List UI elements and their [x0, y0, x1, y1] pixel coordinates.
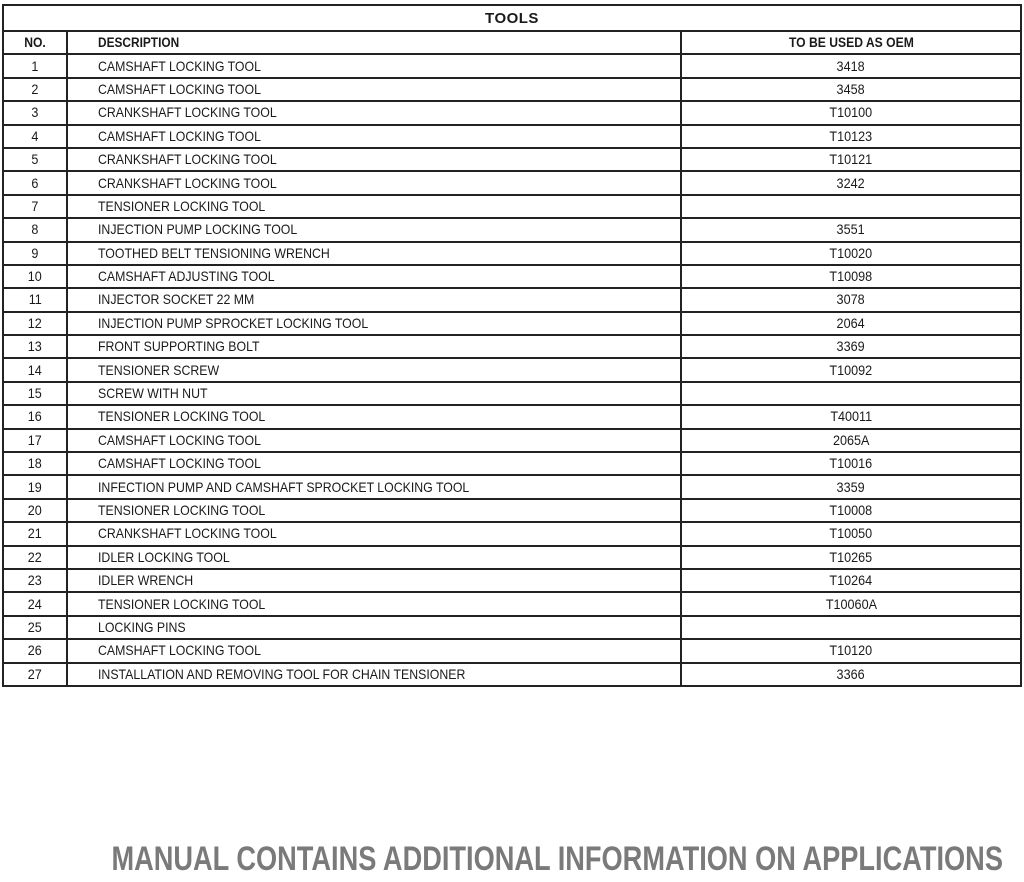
- row-number-cell: [3, 54, 67, 77]
- row-description: CAMSHAFT LOCKING TOOL: [98, 57, 261, 74]
- table-row: [3, 78, 1021, 101]
- row-number-cell: [3, 312, 67, 335]
- row-oem-number: T10016: [829, 455, 873, 472]
- row-description-cell: [67, 125, 681, 148]
- table-row: [3, 382, 1021, 405]
- row-description: INSTALLATION AND REMOVING TOOL FOR CHAIN TENSIONER: [98, 665, 466, 682]
- row-number: 15: [27, 385, 43, 402]
- row-oem-cell: [681, 312, 1021, 335]
- row-description: IDLER WRENCH: [98, 572, 194, 589]
- row-description-cell: [67, 335, 681, 358]
- row-number: 7: [31, 197, 39, 214]
- table-row: [3, 218, 1021, 241]
- row-description: INJECTION PUMP SPROCKET LOCKING TOOL: [98, 314, 369, 331]
- row-oem-number: 3242: [836, 174, 866, 191]
- row-number-cell: [3, 616, 67, 639]
- table-row: [3, 125, 1021, 148]
- row-number-cell: [3, 125, 67, 148]
- row-number-cell: [3, 218, 67, 241]
- header-description: [67, 31, 681, 54]
- row-number: 9: [31, 244, 39, 261]
- row-description: TENSIONER LOCKING TOOL: [98, 408, 266, 425]
- row-oem-number: T10050: [829, 525, 873, 542]
- header-no: [3, 31, 67, 54]
- row-oem-number: T10120: [829, 642, 873, 659]
- row-number-cell: [3, 522, 67, 545]
- row-number: 4: [31, 127, 39, 144]
- table-row: [3, 429, 1021, 452]
- row-number-cell: [3, 335, 67, 358]
- row-description-cell: [67, 312, 681, 335]
- row-number-cell: [3, 429, 67, 452]
- row-number: 27: [27, 665, 43, 682]
- row-description-cell: [67, 54, 681, 77]
- row-number-cell: [3, 592, 67, 615]
- row-description-cell: [67, 218, 681, 241]
- row-oem-number: T10008: [829, 502, 873, 518]
- table-header-row: [3, 31, 1021, 54]
- row-oem-cell: [681, 429, 1021, 452]
- row-description: CAMSHAFT ADJUSTING TOOL: [98, 268, 275, 285]
- row-number-cell: [3, 78, 67, 101]
- row-oem-cell: [681, 592, 1021, 615]
- table-body: [3, 54, 1021, 686]
- row-description-cell: [67, 569, 681, 592]
- table-row: [3, 522, 1021, 545]
- table-row: [3, 452, 1021, 475]
- row-oem-number: 2064: [836, 314, 866, 331]
- row-number-cell: [3, 405, 67, 428]
- row-oem-number: 3078: [836, 291, 866, 308]
- row-oem-cell: [681, 125, 1021, 148]
- row-oem-number: T10121: [829, 151, 873, 168]
- row-number: 22: [27, 548, 43, 565]
- row-number-cell: [3, 569, 67, 592]
- row-description: CAMSHAFT LOCKING TOOL: [98, 127, 261, 144]
- row-number: 5: [31, 151, 39, 168]
- row-description-cell: [67, 265, 681, 288]
- row-description: IDLER LOCKING TOOL: [98, 548, 230, 565]
- row-number: 10: [27, 268, 43, 285]
- row-description: CRANKSHAFT LOCKING TOOL: [98, 525, 277, 542]
- table-title-row: [3, 5, 1021, 31]
- row-oem-cell: [681, 171, 1021, 194]
- row-description: INJECTION PUMP LOCKING TOOL: [98, 221, 298, 238]
- row-description: CAMSHAFT LOCKING TOOL: [98, 80, 261, 97]
- table-row: [3, 312, 1021, 335]
- row-description: CAMSHAFT LOCKING TOOL: [98, 431, 261, 448]
- row-oem-cell: [681, 546, 1021, 569]
- row-oem-number: 3369: [836, 338, 866, 355]
- row-description: CRANKSHAFT LOCKING TOOL: [98, 151, 277, 168]
- row-number-cell: [3, 475, 67, 498]
- row-oem-cell: [681, 639, 1021, 662]
- row-oem-cell: [681, 288, 1021, 311]
- table-row: [3, 335, 1021, 358]
- row-oem-cell: [681, 475, 1021, 498]
- row-oem-number: 3366: [836, 665, 866, 682]
- row-oem-cell: [681, 195, 1021, 218]
- row-description: INJECTOR SOCKET 22 MM: [98, 291, 255, 308]
- row-description: CAMSHAFT LOCKING TOOL: [98, 642, 261, 659]
- row-number-cell: [3, 148, 67, 171]
- row-description: INFECTION PUMP AND CAMSHAFT SPROCKET LOCKING TOOL: [98, 478, 470, 495]
- row-number: 19: [27, 478, 43, 495]
- table-row: [3, 546, 1021, 569]
- table-row: [3, 358, 1021, 381]
- row-number-cell: [3, 242, 67, 265]
- row-description-cell: [67, 663, 681, 686]
- row-number: 17: [27, 431, 43, 448]
- table-row: [3, 499, 1021, 522]
- row-number-cell: [3, 101, 67, 124]
- row-oem-cell: [681, 452, 1021, 475]
- row-number: 8: [31, 221, 39, 238]
- table-row: [3, 475, 1021, 498]
- row-number-cell: [3, 499, 67, 522]
- header-no-label: NO.: [24, 35, 46, 51]
- row-oem-cell: [681, 663, 1021, 686]
- row-number-cell: [3, 288, 67, 311]
- row-oem-cell: [681, 335, 1021, 358]
- row-description-cell: [67, 475, 681, 498]
- row-number-cell: [3, 171, 67, 194]
- footer-note-text: MANUAL CONTAINS ADDITIONAL INFORMATION ON APPLICATIONS: [111, 840, 1003, 878]
- table-row: [3, 101, 1021, 124]
- table-row: [3, 242, 1021, 265]
- row-description: CRANKSHAFT LOCKING TOOL: [98, 104, 277, 121]
- row-number: 3: [31, 104, 39, 121]
- row-description-cell: [67, 288, 681, 311]
- row-number-cell: [3, 639, 67, 662]
- row-description-cell: [67, 546, 681, 569]
- row-description: TENSIONER SCREW: [98, 361, 220, 378]
- row-description: SCREW WITH NUT: [98, 385, 208, 402]
- table-row: [3, 663, 1021, 686]
- header-oem-label: TO BE USED AS OEM: [788, 35, 914, 51]
- row-oem-cell: [681, 148, 1021, 171]
- row-number: 11: [28, 291, 42, 308]
- row-oem-number: T10264: [829, 572, 873, 589]
- header-oem: [681, 31, 1021, 54]
- row-description-cell: [67, 195, 681, 218]
- row-description-cell: [67, 592, 681, 615]
- row-description-cell: [67, 382, 681, 405]
- row-number: 24: [27, 595, 43, 612]
- row-description-cell: [67, 242, 681, 265]
- row-description: FRONT SUPPORTING BOLT: [98, 338, 260, 355]
- table-row: [3, 288, 1021, 311]
- row-description: TOOTHED BELT TENSIONING WRENCH: [98, 244, 330, 261]
- row-oem-cell: [681, 54, 1021, 77]
- row-oem-cell: [681, 382, 1021, 405]
- row-description-cell: [67, 171, 681, 194]
- row-number: 25: [27, 618, 43, 635]
- row-oem-number: T10020: [829, 244, 873, 261]
- row-number-cell: [3, 195, 67, 218]
- row-number: 14: [27, 361, 43, 378]
- row-oem-cell: [681, 218, 1021, 241]
- row-description-cell: [67, 405, 681, 428]
- row-description: LOCKING PINS: [98, 618, 186, 635]
- table-row: [3, 195, 1021, 218]
- row-number-cell: [3, 265, 67, 288]
- row-number-cell: [3, 546, 67, 569]
- row-oem-cell: [681, 265, 1021, 288]
- table-title: TOOLS: [3, 5, 1021, 31]
- row-description-cell: [67, 148, 681, 171]
- row-oem-cell: [681, 522, 1021, 545]
- row-number: 16: [27, 408, 43, 425]
- row-description-cell: [67, 358, 681, 381]
- row-oem-number: T10098: [829, 268, 873, 285]
- header-description-label: DESCRIPTION: [98, 35, 180, 51]
- table-row: [3, 54, 1021, 77]
- row-oem-cell: [681, 101, 1021, 124]
- row-oem-cell: [681, 358, 1021, 381]
- row-number: 1: [31, 57, 39, 74]
- row-description: CAMSHAFT LOCKING TOOL: [98, 455, 261, 472]
- row-description-cell: [67, 452, 681, 475]
- footer-note: [0, 840, 1024, 879]
- row-oem-number: T10060A: [825, 595, 877, 612]
- row-oem-number: 3551: [836, 221, 866, 238]
- table-row: [3, 265, 1021, 288]
- row-oem-cell: [681, 405, 1021, 428]
- row-description-cell: [67, 429, 681, 452]
- row-description: TENSIONER LOCKING TOOL: [98, 595, 266, 612]
- row-number-cell: [3, 382, 67, 405]
- row-description-cell: [67, 101, 681, 124]
- row-oem-number: T10123: [829, 127, 873, 144]
- row-oem-number: 3418: [836, 57, 866, 74]
- table-row: [3, 639, 1021, 662]
- row-number: 23: [27, 572, 43, 589]
- row-number: 2: [31, 80, 39, 97]
- row-number: 13: [27, 338, 43, 355]
- table-row: [3, 405, 1021, 428]
- row-description-cell: [67, 639, 681, 662]
- row-number: 18: [27, 455, 43, 472]
- row-description-cell: [67, 78, 681, 101]
- tools-table: [2, 4, 1022, 687]
- row-number: 20: [27, 502, 43, 518]
- table-row: [3, 616, 1021, 639]
- table-row: [3, 171, 1021, 194]
- row-oem-number: T10100: [829, 104, 873, 121]
- row-number: 21: [27, 525, 43, 542]
- row-oem-number: 3458: [836, 80, 866, 97]
- table-row: [3, 569, 1021, 592]
- row-oem-number: T40011: [830, 408, 872, 425]
- row-description-cell: [67, 499, 681, 522]
- row-number-cell: [3, 663, 67, 686]
- table-row: [3, 148, 1021, 171]
- row-description: TENSIONER LOCKING TOOL: [98, 197, 266, 214]
- row-description-cell: [67, 616, 681, 639]
- row-number: 26: [27, 642, 43, 659]
- row-oem-cell: [681, 78, 1021, 101]
- row-number: 12: [27, 314, 43, 331]
- row-number-cell: [3, 452, 67, 475]
- row-oem-number: 2065A: [832, 431, 870, 448]
- row-oem-cell: [681, 616, 1021, 639]
- row-number: 6: [31, 174, 39, 191]
- row-oem-number: T10092: [829, 361, 873, 378]
- row-oem-cell: [681, 499, 1021, 522]
- row-oem-number: T10265: [829, 548, 873, 565]
- table-row: [3, 592, 1021, 615]
- row-oem-number: 3359: [836, 478, 866, 495]
- row-description-cell: [67, 522, 681, 545]
- row-description: TENSIONER LOCKING TOOL: [98, 502, 266, 518]
- row-oem-cell: [681, 242, 1021, 265]
- row-description: CRANKSHAFT LOCKING TOOL: [98, 174, 277, 191]
- row-oem-cell: [681, 569, 1021, 592]
- row-number-cell: [3, 358, 67, 381]
